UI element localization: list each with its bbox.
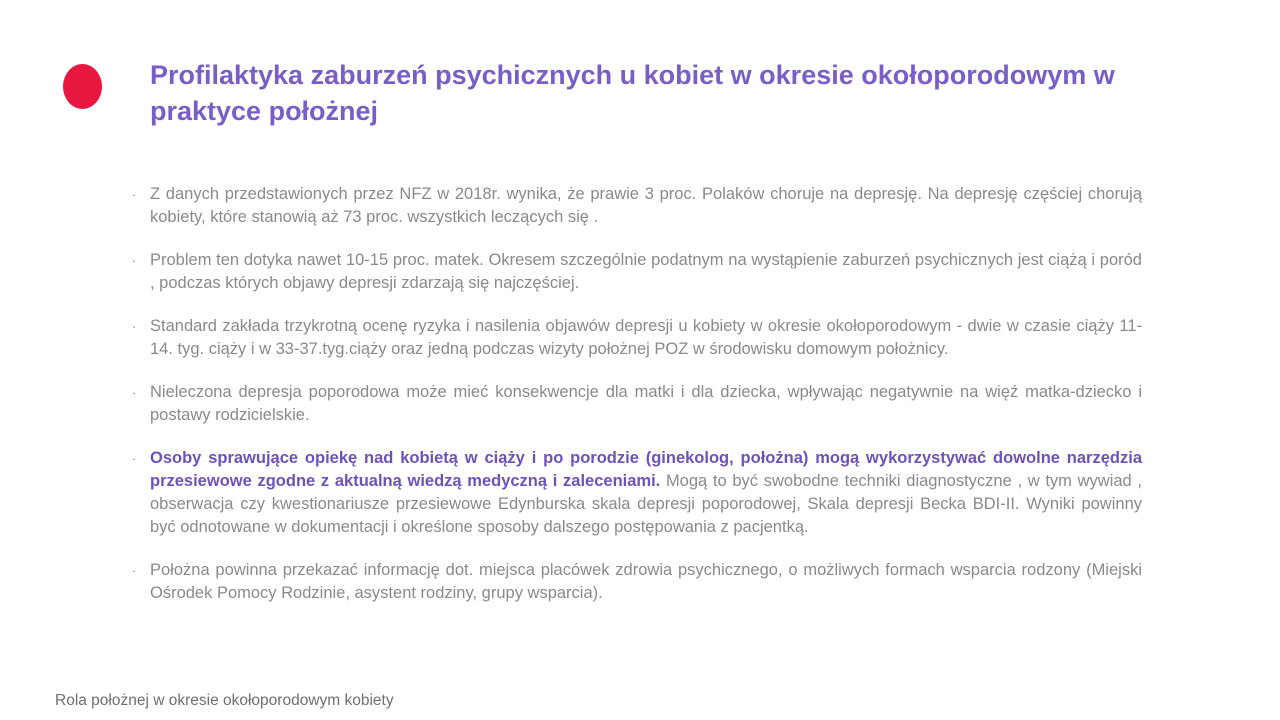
bullet-text [150, 185, 1142, 226]
bullet-item [132, 381, 1142, 427]
bullet-plain-text: Położna powinna przekazać informację dot. miejsca placówek zdrowia psychicznego, o możliwych formach wsparcia rodzony (Miejski Ośrodek Pomocy Rodzinie, asystent rodziny, grupy wsparcia). [150, 561, 1142, 602]
bullet-marker-icon: · [132, 319, 137, 334]
bullet-item [132, 447, 1142, 539]
bullet-marker-icon: · [132, 253, 137, 268]
bullet-emphasis-text: Osoby sprawujące opiekę nad kobietą w ciąży i po porodzie (ginekolog, położna) mogą wykorzystywać dowolne narzędzia przesiewowe zgodne z aktualną wiedzą medyczną i zaleceniami. [150, 449, 1142, 490]
slide-footer: Rola położnej w okresie okołoporodowym kobiety [55, 692, 394, 709]
bullet-plain-text: Z danych przedstawionych przez NFZ w 2018r. wynika, że prawie 3 proc. Polaków choruje na depresję. Na depresję częściej chorują kobiety, które stanowią aż 73 proc. wszystkich leczących się . [150, 185, 1142, 226]
bullet-marker-icon: · [132, 563, 137, 578]
bullet-plain-text: Standard zakłada trzykrotną ocenę ryzyka i nasilenia objawów depresji u kobiety w okresie okołoporodowym - dwie w czasie ciąży 11-14. tyg. ciąży i w 33-37.tyg.ciąży oraz jedną podczas wizyty położnej POZ w środowisku domowym położnicy. [150, 317, 1142, 358]
bullet-text [150, 317, 1142, 358]
bullet-plain-text: Mogą to być swobodne techniki diagnostyczne , w tym wywiad , obserwacja czy kwestionariusze przesiewowe Edynburska skala depresji poporodowej, Skala depresji Becka BDI-II. Wyniki powinny być odnotowane w dokumentacji i określone sposoby dalszego postępowania z pacjentką. [150, 472, 1142, 536]
bullet-text [150, 561, 1142, 602]
bullet-item [132, 183, 1142, 229]
bullet-text [150, 383, 1142, 424]
bullet-plain-text: Nieleczona depresja poporodowa może mieć konsekwencje dla matki i dla dziecka, wpływając negatywnie na więź matka-dziecko i postawy rodzicielskie. [150, 383, 1142, 424]
bullet-item [132, 249, 1142, 295]
bullet-item [132, 315, 1142, 361]
bullet-marker-icon: · [132, 451, 137, 466]
bullet-item [132, 559, 1142, 605]
bullet-plain-text: Problem ten dotyka nawet 10-15 proc. matek. Okresem szczególnie podatnym na wystąpienie zaburzeń psychicznych jest ciążą i poród , podczas których objawy depresji zdarzają się najczęściej. [150, 251, 1142, 292]
bullet-marker-icon: · [132, 385, 137, 400]
red-dot-icon [63, 64, 102, 109]
bullet-list [132, 183, 1142, 625]
bullet-marker-icon: · [132, 187, 137, 202]
bullet-text [150, 449, 1142, 536]
slide-title: Profilaktyka zaburzeń psychicznych u kobiet w okresie okołoporodowym w praktyce położnej [150, 60, 1115, 126]
bullet-text [150, 251, 1142, 292]
